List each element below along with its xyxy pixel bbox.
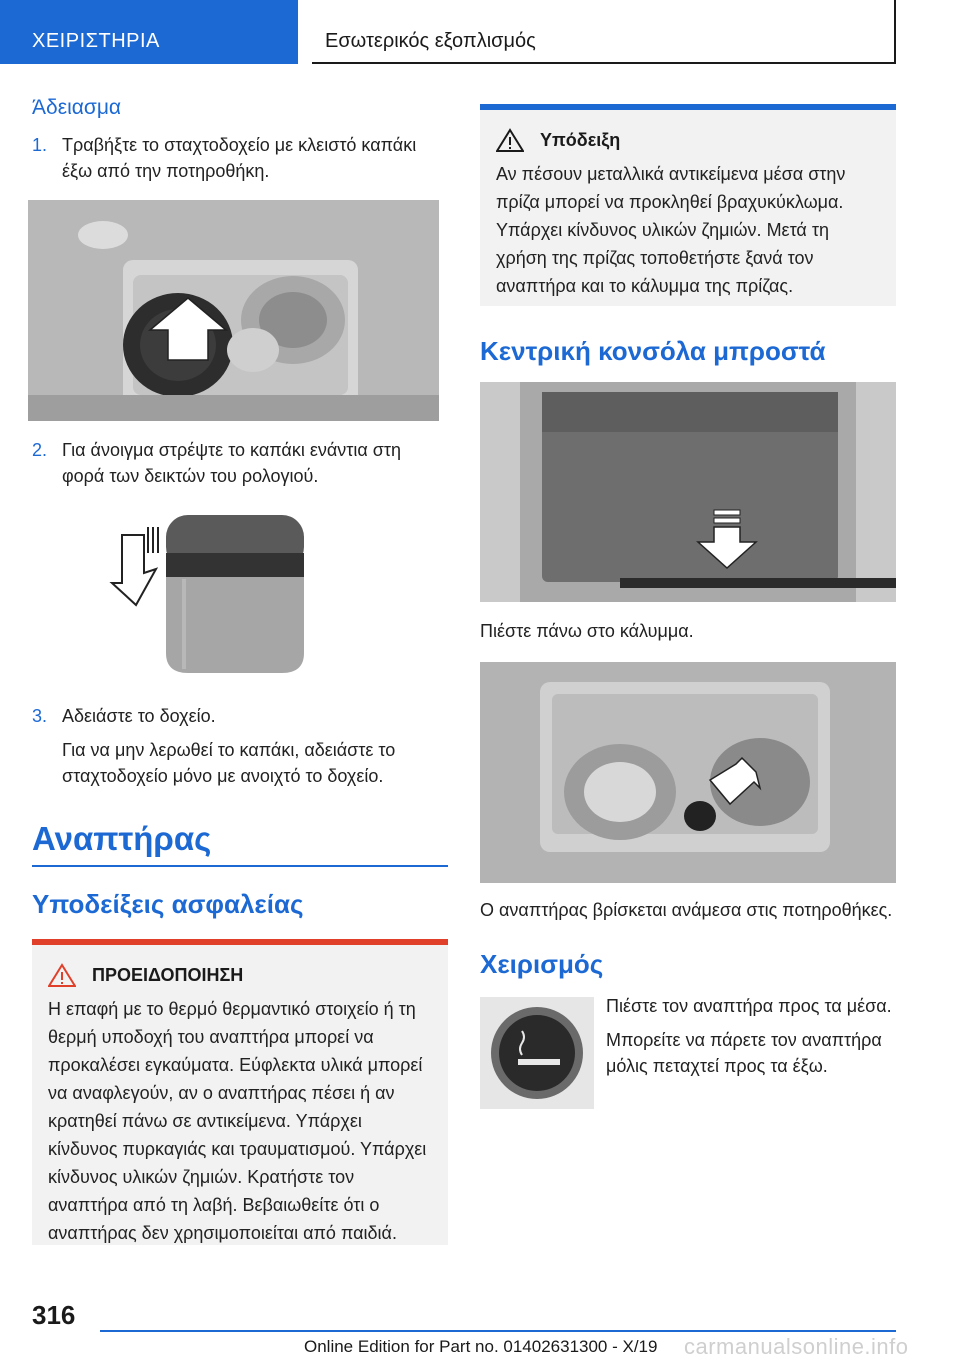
press-cover-text: Πιέστε πάνω στο κάλυμμα.: [480, 621, 694, 641]
operation-heading: Χειρισμός: [480, 949, 604, 979]
operation-text: [606, 993, 896, 1079]
right-column: [480, 104, 896, 1117]
warning-box: [32, 939, 448, 1245]
heading-rule: [32, 865, 448, 867]
section-title: ΧΕΙΡΙΣΤΗΡΙΑ: [32, 30, 160, 52]
chapter-tab: [312, 0, 896, 64]
warning-triangle-icon: [48, 963, 76, 987]
step-text: Τραβήξτε το σταχτοδοχείο με κλειστό καπάκι έξω από την ποτηροθήκη.: [62, 135, 417, 181]
operation-pull-text: Μπορείτε να πάρετε τον αναπτήρα μόλις πεταχτεί προς τα έξω.: [606, 1030, 882, 1076]
step-number: 3.: [32, 706, 48, 726]
lighter-heading: Αναπτήρας: [32, 820, 212, 857]
ashtray-container-drawing: [32, 513, 448, 683]
section-tab: [0, 0, 298, 64]
chapter-title: Εσωτερικός εξοπλισμός: [325, 30, 536, 52]
lighter-button-image: [480, 997, 594, 1109]
step-text: Αδειάστε το δοχείο.: [62, 706, 216, 726]
lighter-location-photo: [480, 662, 896, 883]
note-box: [480, 104, 896, 306]
step-1: [32, 132, 448, 184]
emptying-heading: Άδειασμα: [32, 96, 122, 119]
step-number: 1.: [32, 135, 48, 155]
console-cover-photo: [480, 382, 896, 602]
step-3-note: Για να μην λερωθεί το καπάκι, αδειάστε το σταχτοδοχείο μόνο με ανοιχτό το δοχείο.: [62, 740, 396, 786]
watermark: carmanualsonline.info: [684, 1334, 909, 1359]
step-text: Για άνοιγμα στρέψτε το καπάκι ενάντια στη φορά των δεικτών του ρολογιού.: [62, 440, 401, 486]
lighter-location-text: Ο αναπτήρας βρίσκεται ανάμεσα στις ποτηροθήκες.: [480, 900, 893, 920]
step-3: [32, 703, 448, 729]
note-title: Υπόδειξη: [540, 130, 880, 156]
warning-triangle-icon: [496, 128, 524, 152]
warning-text: Η επαφή με το θερμό θερμαντικό στοιχείο ή τη θερμή υποδοχή του αναπτήρα μπορεί να προκαλέσει εγκαύματα. Εύφλεκτα υλικά μπορεί να αναφλεγούν, αν ο αναπτήρας πέσει ή αν κρατηθεί πάνω σε αντικείμενα. Υπάρχει κίνδυνος πυρκαγιάς και τραυματισμού. Υπάρχει κίνδυνος υλικών ζημιών. Κρατήστε τον αναπτήρα από τη λαβή. Βεβαιωθείτε ότι ο αναπτήρας δεν χρησιμοποιείται από παιδιά.: [48, 999, 427, 1243]
left-column: [32, 96, 448, 1245]
note-text: Αν πέσουν μεταλλικά αντικείμενα μέσα στην πρίζα μπορεί να προκληθεί βραχυκύκλωμα. Υπάρχει κίνδυνος υλικών ζημιών. Μετά τη χρήση της πρίζας τοποθετήστε ξανά τον αναπτήρα και το κάλυμμα της πρίζας.: [496, 164, 846, 296]
operation-section: [480, 997, 896, 1117]
ashtray-removal-photo: [28, 200, 439, 421]
step-2: [32, 437, 448, 489]
console-heading: Κεντρική κονσόλα μπροστά: [480, 336, 826, 366]
operation-press-text: Πιέστε τον αναπτήρα προς τα μέσα.: [606, 996, 892, 1016]
footer-rule: [100, 1330, 896, 1332]
rotate-arrow-icon: [112, 527, 158, 605]
page-number: 316: [32, 1300, 76, 1330]
edition-text: Online Edition for Part no. 01402631300 - X/19: [304, 1337, 658, 1356]
step-number: 2.: [32, 440, 48, 460]
safety-heading: Υποδείξεις ασφαλείας: [32, 889, 304, 919]
warning-title: ΠΡΟΕΙΔΟΠΟΙΗΣΗ: [92, 965, 432, 991]
